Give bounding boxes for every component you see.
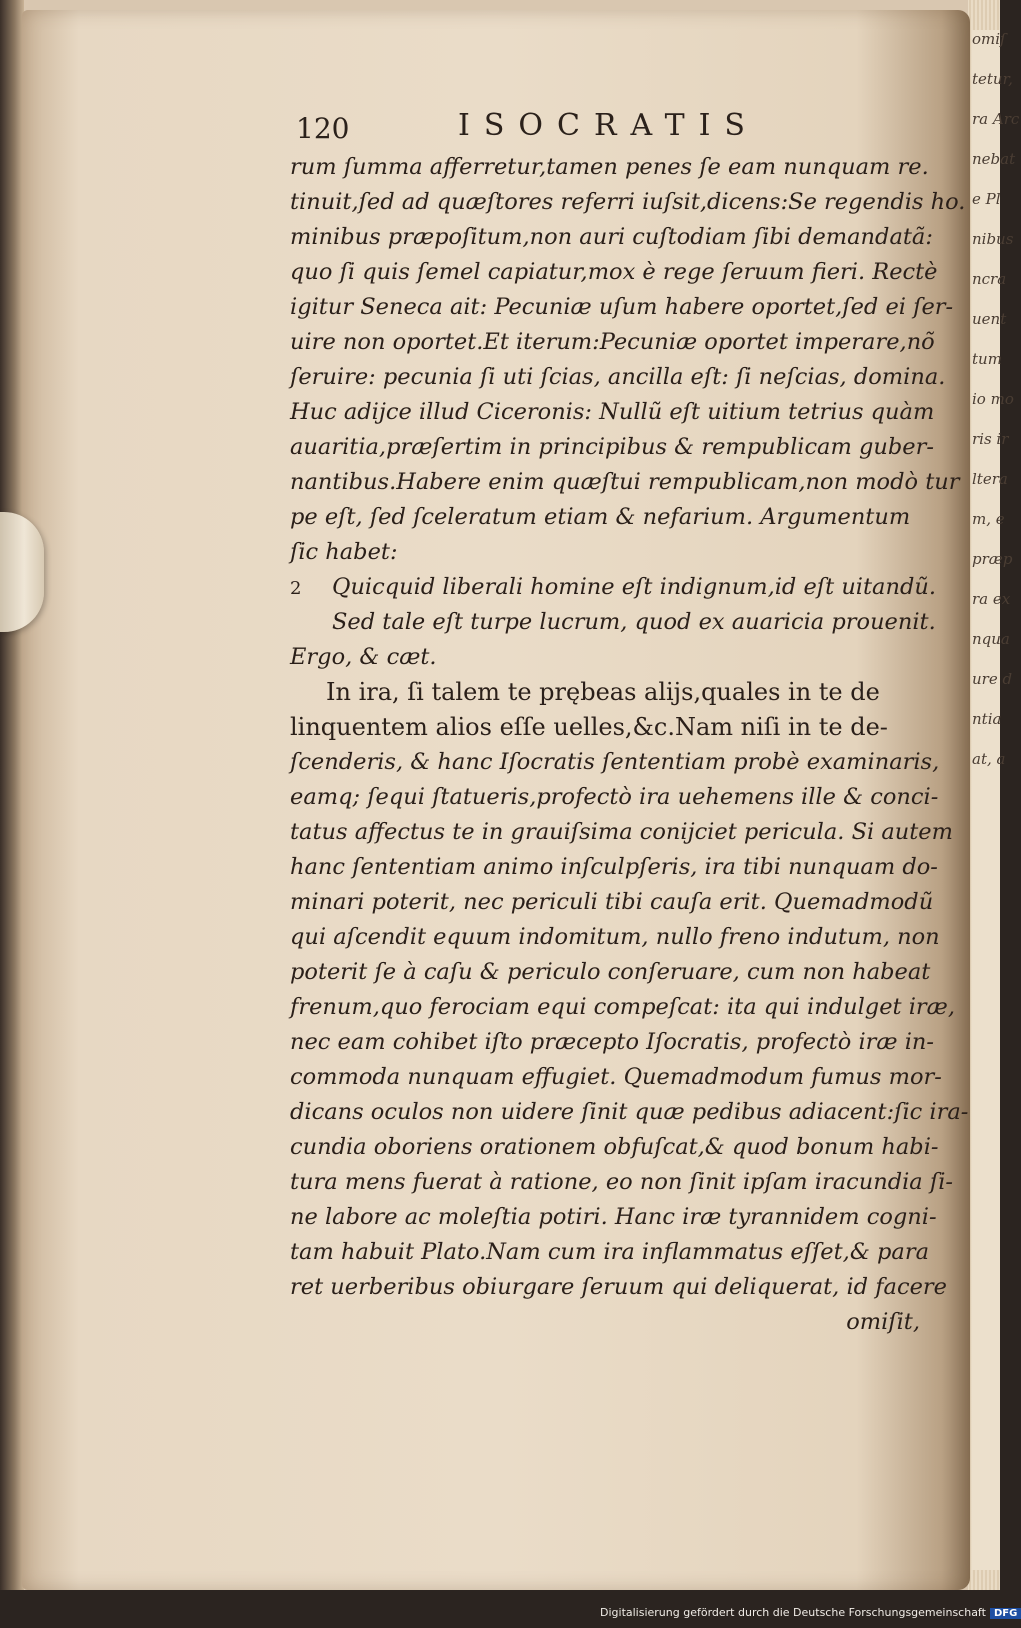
facing-fragment: ra ex bbox=[972, 590, 1011, 608]
facing-fragment: ris ir bbox=[972, 430, 1009, 448]
left-binding-shadow bbox=[0, 0, 24, 1628]
facing-fragment: nqua bbox=[972, 630, 1010, 648]
facing-fragment: tum bbox=[972, 350, 1002, 368]
text-line: ſcenderis, & hanc Iſocratis ſententiam probè examinaris, bbox=[290, 749, 940, 775]
text-line: ſeruire: pecunia ſi uti ſcias, ancilla eſt: ſi neſcias, domina. bbox=[290, 364, 946, 390]
page-clip bbox=[0, 512, 44, 632]
text-line: quo ſi quis ſemel capiatur,mox è rege ſeruum fieri. Rectè bbox=[290, 259, 938, 285]
page-body bbox=[290, 150, 969, 1340]
facing-fragment: tetur, bbox=[972, 70, 1013, 88]
facing-fragment: ure d bbox=[972, 670, 1013, 688]
text-line: ſic habet: bbox=[290, 539, 398, 565]
facing-fragment: ncra bbox=[972, 270, 1007, 288]
text-line: dicans oculos non uidere ſinit quæ pedibus adiacent:ſic ira- bbox=[290, 1099, 969, 1125]
facing-page-edge bbox=[972, 30, 1020, 1570]
text-line: qui aſcendit equum indomitum, nullo freno indutum, non bbox=[290, 924, 940, 950]
page-header bbox=[296, 108, 936, 148]
facing-fragment: e Pl bbox=[972, 190, 1001, 208]
text-line: eamq; ſequi ſtatueris,profectò ira uehemens ille & conci- bbox=[290, 784, 939, 810]
facing-fragment: omiſ bbox=[972, 30, 1006, 48]
text-line: auaritia,præſertim in principibus & rempublicam guber- bbox=[290, 434, 934, 460]
syllogism-major: Quicquid liberali homine eſt indignum,id eſt uitandũ. bbox=[332, 574, 936, 600]
text-line: pe eſt, ſed ſceleratum etiam & nefarium. Argumentum bbox=[290, 504, 911, 530]
text-line: uire non oportet.Et iterum:Pecuniæ oportet imperare,nõ bbox=[290, 329, 935, 355]
syllogism-conclusion: Ergo, & cæt. bbox=[290, 644, 437, 670]
facing-fragment: uent bbox=[972, 310, 1007, 328]
dfg-logo: DFG bbox=[990, 1608, 1021, 1619]
text-line: commoda nunquam effugiet. Quemadmodum fumus mor- bbox=[290, 1064, 942, 1090]
syllogism-minor: Sed tale eſt turpe lucrum, quod ex auaricia prouenit. bbox=[332, 609, 936, 635]
text-line: cundia oboriens orationem obfuſcat,& quod bonum habi- bbox=[290, 1134, 939, 1160]
credit-text: Digitalisierung gefördert durch die Deutsche Forschungsgemeinschaft bbox=[600, 1606, 986, 1619]
text-line: ne labore ac moleſtia potiri. Hanc iræ tyrannidem cogni- bbox=[290, 1204, 937, 1230]
text-line: nec eam cohibet iſto præcepto Iſocratis, profectò iræ in- bbox=[290, 1029, 935, 1055]
lemma-line: In ira, ſi talem te prębeas alijs,quales in te de bbox=[326, 678, 880, 706]
text-line: hanc ſententiam animo inſculpſeris, ira tibi nunquam do- bbox=[290, 854, 938, 880]
facing-fragment: at, a bbox=[972, 750, 1006, 768]
text-line: tura mens fuerat à ratione, eo non ſinit ipſam iracundia ſi- bbox=[290, 1169, 953, 1195]
text-line: minibus præpoſitum,non auri cuſtodiam ſibi demandatã: bbox=[290, 224, 933, 250]
text-line: tam habuit Plato.Nam cum ira inflammatus eſſet,& para bbox=[290, 1239, 929, 1265]
facing-fragment: m, e bbox=[972, 510, 1005, 528]
text-line: ret uerberibus obiurgare ſeruum qui deliquerat, id facere bbox=[290, 1274, 947, 1300]
text-line: nantibus.Habere enim quæſtui rempublicam,non modò tur bbox=[290, 469, 960, 495]
running-head: ISOCRATIS bbox=[458, 108, 759, 143]
facing-fragment: nebat bbox=[972, 150, 1016, 168]
text-line: minari poterit, nec periculi tibi cauſa erit. Quemadmodũ bbox=[290, 889, 934, 915]
facing-fragment: ltera bbox=[972, 470, 1008, 488]
lemma-line: linquentem alios eſſe uelles,&c.Nam niſi in te de- bbox=[290, 713, 888, 741]
margin-numeral: 2 bbox=[290, 578, 302, 599]
facing-fragment: ntia bbox=[972, 710, 1002, 728]
text-line: Huc adijce illud Ciceronis: Nullũ eſt uitium tetrius quàm bbox=[290, 399, 935, 425]
text-line: tatus affectus te in grauiſsima conijciet pericula. Si autem bbox=[290, 819, 953, 845]
facing-fragment: præp bbox=[972, 550, 1013, 568]
catchword: omiſit, bbox=[846, 1309, 920, 1335]
facing-fragment: io mo bbox=[972, 390, 1014, 408]
facing-fragment: ra Arc bbox=[972, 110, 1020, 128]
text-line: frenum,quo ferociam equi compeſcat: ita qui indulget iræ, bbox=[290, 994, 955, 1020]
text-line: tinuit,ſed ad quæſtores referri iuſsit,dicens:Se regendis ho. bbox=[290, 189, 966, 215]
page-number: 120 bbox=[296, 112, 350, 145]
syllogism-line bbox=[290, 570, 936, 605]
digitization-credit bbox=[600, 1606, 1021, 1619]
facing-fragment: nibus bbox=[972, 230, 1014, 248]
text-line: rum ſumma afferretur,tamen penes ſe eam nunquam re. bbox=[290, 154, 929, 180]
text-line: poterit ſe à caſu & periculo conſeruare, cum non habeat bbox=[290, 959, 931, 985]
text-line: igitur Seneca ait: Pecuniæ uſum habere oportet,ſed ei ſer- bbox=[290, 294, 954, 320]
